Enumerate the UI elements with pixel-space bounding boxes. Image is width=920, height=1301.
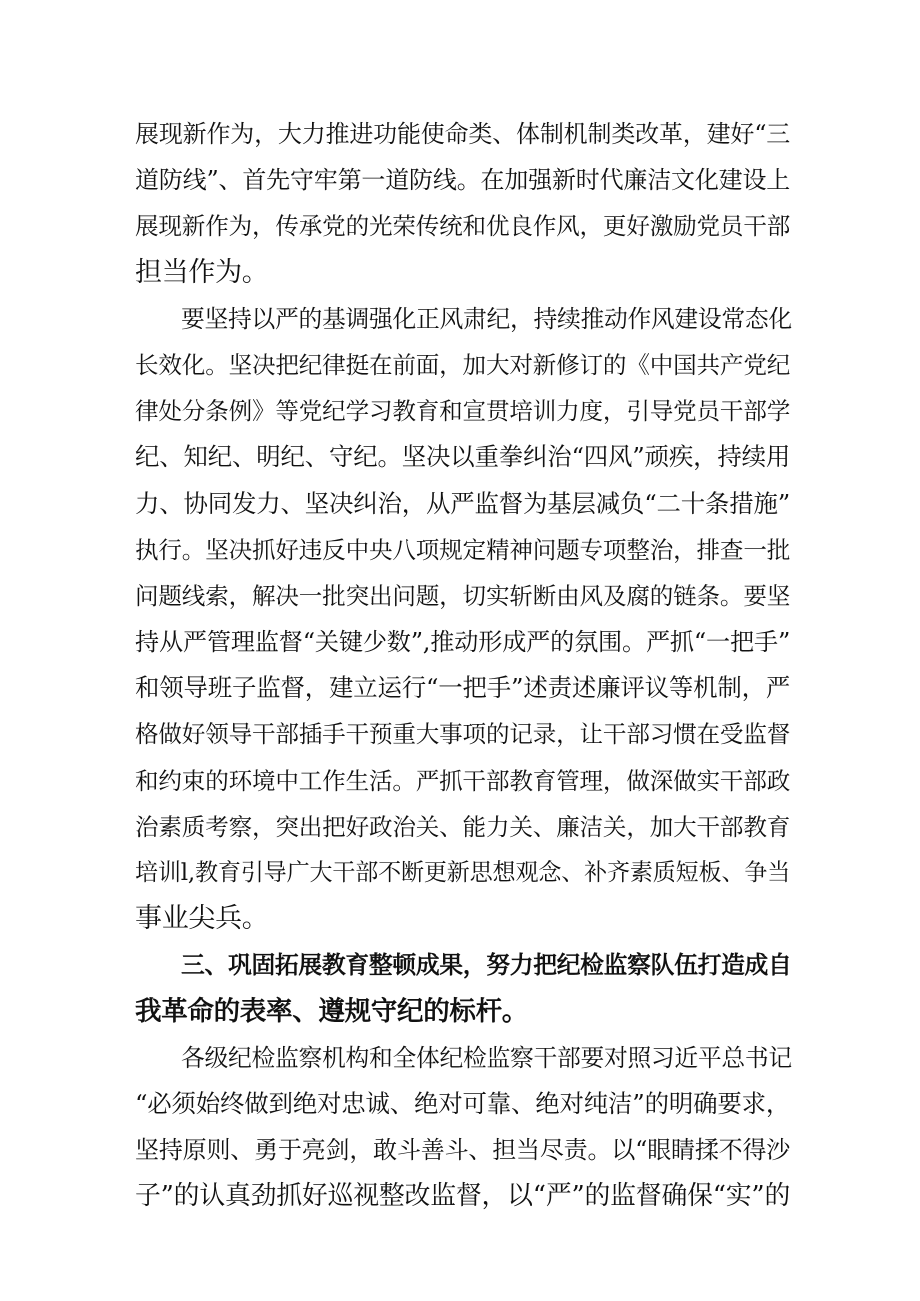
text-line: 持从严管理监督“关键少数”,推动形成严的氛围。严抓“一把手” — [135, 628, 790, 657]
text-line: 事业尖兵。 — [135, 903, 269, 935]
paragraph-discipline — [135, 296, 790, 943]
text-line: 执行。坚决抓好违反中央八项规定精神问题专项整治，排查一批 — [135, 535, 790, 564]
heading-line: 我革命的表率、遵规守纪的标杆。 — [135, 995, 528, 1027]
text-line: 律处分条例》等党纪学习教育和宣贯培训力度，引导党员干部学 — [135, 397, 790, 426]
text-line: 问题线索，解决一批突出问题，切实斩断由风及腐的链条。要坚 — [135, 581, 790, 610]
paragraph-continuation — [135, 111, 790, 296]
text-line: 各级纪检监察机构和全体纪检监察干部要对照习近平总书记 — [181, 1043, 792, 1072]
text-line: 和约束的环境中工作生活。严抓干部教育管理，做深做实干部政 — [135, 766, 790, 795]
text-line: 培训l,教育引导广大干部不断更新思想观念、补齐素质短板、争当 — [135, 860, 790, 886]
text-line: 治素质考察，突出把好政治关、能力关、廉洁关，加大干部教育 — [135, 812, 790, 841]
text-line: 长效化。坚决把纪律挺在前面，加大对新修订的《中国共产党纪 — [135, 350, 790, 379]
text-line: 和领导班子监督，建立运行“一把手”述责述廉评议等机制，严 — [135, 673, 790, 703]
heading-line: 三、巩固拓展教育整顿成果，努力把纪检监察队伍打造成自 — [181, 951, 792, 980]
text-line: 道防线”、首先守牢第一道防线。在加强新时代廉洁文化建设上 — [135, 166, 790, 195]
text-line: 展现新作为，传承党的光荣传统和优良作风，更好激励党员干部 — [135, 212, 790, 241]
paragraph-inspection — [135, 1035, 790, 1220]
section-heading — [135, 942, 790, 1034]
text-line: 纪、知纪、明纪、守纪。坚决以重拳纠治“四风”顽疾，持续用 — [135, 442, 790, 472]
text-line: 子”的认真劲抓好巡视整改监督，以“严”的监督确保“实”的 — [135, 1181, 790, 1212]
text-line: 展现新作为，大力推进功能使命类、体制机制类改革，建好“三 — [135, 120, 790, 148]
text-line: 坚持原则、勇于亮剑，敢斗善斗、担当尽责。以“眼睛揉不得沙 — [135, 1136, 790, 1165]
text-line: 格做好领导干部插手干预重大事项的记录，让干部习惯在受监督 — [135, 720, 790, 749]
text-line: “必须始终做到绝对忠诚、绝对可靠、绝对纯洁”的明确要求， — [135, 1088, 790, 1118]
text-line: 要坚持以严的基调强化正风肃纪，持续推动作风建设常态化 — [181, 304, 792, 333]
text-line: 力、协同发力、坚决纠治，从严监督为基层减负“二十条措施” — [135, 488, 790, 518]
text-line: 担当作为。 — [135, 256, 269, 288]
document-body — [135, 111, 790, 1220]
